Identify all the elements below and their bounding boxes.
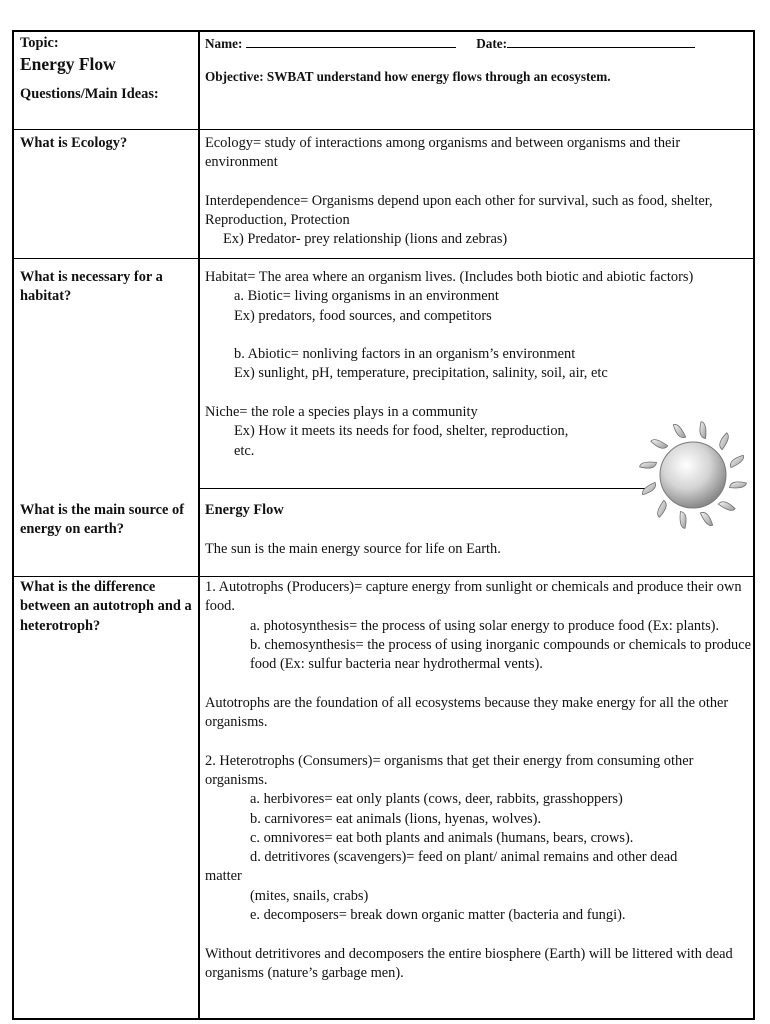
text-line: c. omnivores= eat both plants and animals (humans, bears, crows). <box>250 829 634 846</box>
text-line: e. decomposers= break down organic matter (bacteria and fungi). <box>250 907 626 924</box>
questions-label: Questions/Main Ideas: <box>20 86 159 103</box>
text-line: Ex) How it meets its needs for food, shelter, reproduction, <box>234 423 569 440</box>
text-line: Without detritivores and decomposers the entire biosphere (Earth) will be littered with dead organisms (nature’s garbage men). <box>205 945 733 981</box>
text-line: Ex) Predator- prey relationship (lions and zebras) <box>223 231 508 248</box>
row-divider-partial <box>198 488 653 489</box>
question-ecology: What is Ecology? <box>20 135 128 151</box>
text-line: a. Biotic= living organisms in an environment <box>234 288 499 305</box>
answer-ecology <box>205 134 753 250</box>
text-line: b. carnivores= eat animals (lions, hyenas, wolves). <box>250 810 542 827</box>
text-line: Ecology= study of interactions among organisms and between organisms and their environment <box>205 135 681 171</box>
answer-autotroph <box>205 578 753 983</box>
text-line: 2. Heterotrophs (Consumers)= organisms that get their energy from consuming other organisms. <box>205 752 694 788</box>
name-field[interactable] <box>246 35 456 48</box>
sun-ray <box>640 462 657 468</box>
objective: Objective: SWBAT understand how energy flows through an ecosystem. <box>205 69 611 85</box>
sun-clipart-icon <box>636 416 750 534</box>
text-line: etc. <box>234 442 255 459</box>
sun-ray <box>720 433 729 450</box>
row-divider <box>14 258 753 259</box>
sun-ray <box>730 455 743 467</box>
name-label: Name: <box>205 36 243 51</box>
text-line: Autotrophs are the foundation of all ecosystems because they make energy for all the other organisms. <box>205 694 729 731</box>
section-heading: Energy Flow <box>205 502 284 518</box>
text-line: matter <box>205 868 242 885</box>
row-divider <box>14 576 753 577</box>
sun-ray <box>642 482 655 494</box>
sun-ray <box>730 482 747 488</box>
question-energy: What is the main source of energy on earth? <box>20 502 185 538</box>
question-habitat: What is necessary for a habitat? <box>20 269 163 305</box>
row-divider <box>14 129 753 130</box>
date-label: Date: <box>476 36 508 51</box>
question-autotroph: What is the difference between an autotroph and a heterotroph? <box>20 579 192 634</box>
text-line: b. chemosynthesis= the process of using inorganic compounds or chemicals to produce food (Ex: sulfur bacteria near hydrothermal vents). <box>250 636 752 673</box>
sun-ray <box>651 440 668 449</box>
text-line: Ex) sunlight, pH, temperature, precipitation, salinity, soil, air, etc <box>234 365 608 382</box>
text-line: Niche= the role a species plays in a community <box>205 404 478 421</box>
sun-ray <box>700 422 706 439</box>
column-divider <box>198 32 200 1018</box>
text-line: Interdependence= Organisms depend upon each other for survival, such as food, shelter, Reproduction, Protection <box>205 192 713 229</box>
text-line: a. photosynthesis= the process of using solar energy to produce food (Ex: plants). <box>250 617 720 634</box>
text-line: b. Abiotic= nonliving factors in an organism’s environment <box>234 346 576 363</box>
sun-ray <box>718 502 735 511</box>
sun-ray <box>673 424 685 437</box>
text-line: a. herbivores= eat only plants (cows, deer, rabbits, grasshoppers) <box>250 791 623 808</box>
sun-ray <box>680 512 686 529</box>
text-line: d. detritivores (scavengers)= feed on plant/ animal remains and other dead <box>250 849 678 866</box>
header-cell <box>205 34 753 87</box>
sun-ray <box>700 512 712 525</box>
text-line: The sun is the main energy source for life on Earth. <box>205 540 501 557</box>
topic-label: Topic: <box>20 35 59 51</box>
text-line: Habitat= The area where an organism lives. (Includes both biotic and abiotic factors) <box>205 269 694 285</box>
text-line: Ex) predators, food sources, and competitors <box>234 307 492 324</box>
text-line: 1. Autotrophs (Producers)= capture energy from sunlight or chemicals and produce their own food. <box>205 579 742 615</box>
text-line: (mites, snails, crabs) <box>250 887 369 904</box>
topic-cell <box>20 34 192 105</box>
topic-title: Energy Flow <box>20 54 116 75</box>
sun-ray <box>658 500 667 517</box>
date-field[interactable] <box>507 35 695 48</box>
